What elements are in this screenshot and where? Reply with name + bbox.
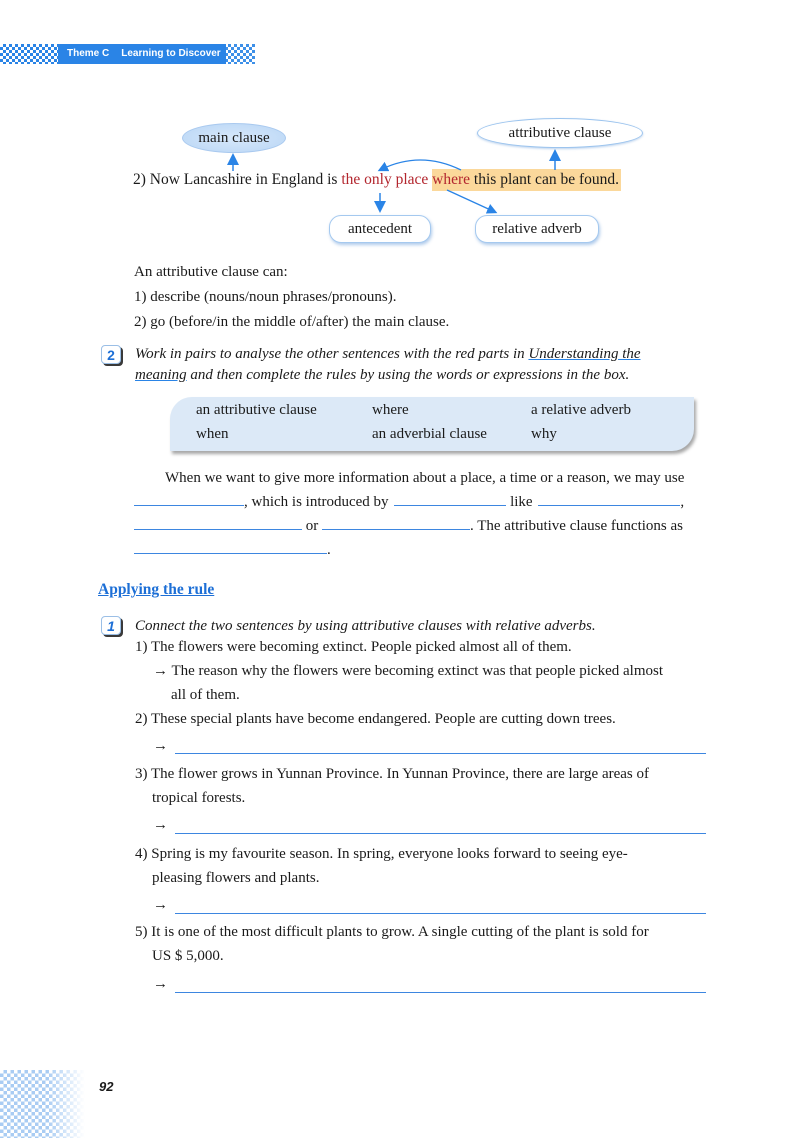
rule-item-1: 1) describe (nouns/noun phrases/pronouns). bbox=[134, 289, 397, 305]
item-4-prompt-line-2: pleasing flowers and plants. bbox=[152, 870, 320, 886]
header-checker-pattern-left bbox=[0, 44, 58, 64]
fill-text: . bbox=[327, 542, 331, 558]
attributive-clause-highlight bbox=[432, 169, 621, 191]
word-box bbox=[170, 397, 694, 451]
fill-line-4 bbox=[134, 538, 707, 562]
antecedent-label: antecedent bbox=[329, 215, 431, 243]
chapter-header bbox=[0, 44, 270, 64]
fill-text: , bbox=[680, 494, 685, 510]
item-5-prompt-line-2: US $ 5,000. bbox=[152, 948, 224, 964]
exercise-2-badge: 2 bbox=[101, 345, 121, 364]
instruction-text: Work in pairs to analyse the other sentences with the red parts in bbox=[135, 346, 529, 362]
fill-text: , which is introduced by bbox=[244, 494, 389, 510]
word-option: why bbox=[531, 426, 557, 442]
rules-intro: An attributive clause can: bbox=[134, 264, 288, 280]
item-1-answer-line-2: all of them. bbox=[171, 687, 240, 703]
item-5-answer-line[interactable] bbox=[175, 992, 706, 993]
sentence-prefix: 2) Now Lancashire in England is bbox=[133, 171, 342, 188]
word-option: where bbox=[372, 402, 409, 418]
item-1-prompt: 1) The flowers were becoming extinct. People picked almost all of them. bbox=[135, 639, 572, 655]
item-2-arrow: → bbox=[153, 738, 168, 754]
blank-2[interactable] bbox=[394, 491, 506, 506]
item-4-answer-line[interactable] bbox=[175, 913, 706, 914]
antecedent-text: the only place bbox=[341, 171, 429, 188]
item-3-prompt-line-2: tropical forests. bbox=[152, 790, 246, 806]
blank-4[interactable] bbox=[134, 515, 302, 530]
exercise-1-instruction: Connect the two sentences by using attributive clauses with relative adverbs. bbox=[135, 618, 596, 634]
blank-1[interactable] bbox=[134, 491, 244, 506]
example-sentence bbox=[133, 171, 621, 189]
item-3-answer-line[interactable] bbox=[175, 833, 706, 834]
relative-adverb-text: where bbox=[432, 171, 471, 188]
fill-text: . The attributive clause functions as bbox=[470, 518, 683, 534]
header-checker-pattern-right bbox=[225, 44, 255, 64]
instruction-text-2: and then complete the rules by using the words or expressions in the box. bbox=[186, 367, 630, 383]
fill-text: or bbox=[305, 518, 319, 534]
fill-text: like bbox=[510, 494, 533, 510]
exercise-2-instruction bbox=[135, 344, 707, 386]
fill-line-2 bbox=[134, 490, 707, 514]
chapter-title bbox=[58, 44, 226, 64]
item-4-arrow: → bbox=[153, 897, 168, 913]
item-3-prompt-line-1: 3) The flower grows in Yunnan Province. In Yunnan Province, there are large areas of bbox=[135, 766, 649, 782]
item-1-answer-line-1: → The reason why the flowers were becoming extinct was that people picked almost bbox=[153, 663, 663, 679]
fill-line-1: When we want to give more information about a place, a time or a reason, we may use bbox=[165, 470, 685, 486]
theme-title: Learning to Discover bbox=[121, 48, 221, 59]
blank-6[interactable] bbox=[134, 539, 327, 554]
item-5-prompt-line-1: 5) It is one of the most difficult plants to grow. A single cutting of the plant is sold for bbox=[135, 924, 649, 940]
word-option: an adverbial clause bbox=[372, 426, 487, 442]
item-2-prompt: 2) These special plants have become endangered. People are cutting down trees. bbox=[135, 711, 616, 727]
item-2-answer-line[interactable] bbox=[175, 753, 706, 754]
fill-in-paragraph bbox=[134, 466, 707, 562]
word-option: when bbox=[196, 426, 229, 442]
page-number: 92 bbox=[99, 1079, 114, 1094]
word-option: a relative adverb bbox=[531, 402, 631, 418]
word-option: an attributive clause bbox=[196, 402, 317, 418]
rule-item-2: 2) go (before/in the middle of/after) the main clause. bbox=[134, 314, 450, 330]
relative-adverb-label: relative adverb bbox=[475, 215, 599, 243]
item-3-arrow: → bbox=[153, 817, 168, 833]
item-4-prompt-line-1: 4) Spring is my favourite season. In spring, everyone looks forward to seeing eye- bbox=[135, 846, 628, 862]
blank-3[interactable] bbox=[538, 491, 680, 506]
understanding-meaning-link-b[interactable]: meaning bbox=[135, 367, 187, 383]
exercise-1-badge: 1 bbox=[101, 616, 121, 635]
clause-rest-text: this plant can be found. bbox=[470, 171, 619, 188]
item-5-arrow: → bbox=[153, 976, 168, 992]
understanding-meaning-link-a[interactable]: Understanding the bbox=[528, 346, 641, 362]
footer-checker-pattern bbox=[0, 1070, 85, 1138]
theme-label: Theme C bbox=[67, 48, 110, 59]
main-clause-label: main clause bbox=[182, 123, 286, 153]
fill-line-3 bbox=[134, 514, 707, 538]
section-title-applying: Applying the rule bbox=[98, 581, 215, 598]
attributive-clause-label: attributive clause bbox=[477, 118, 643, 148]
blank-5[interactable] bbox=[322, 515, 470, 530]
